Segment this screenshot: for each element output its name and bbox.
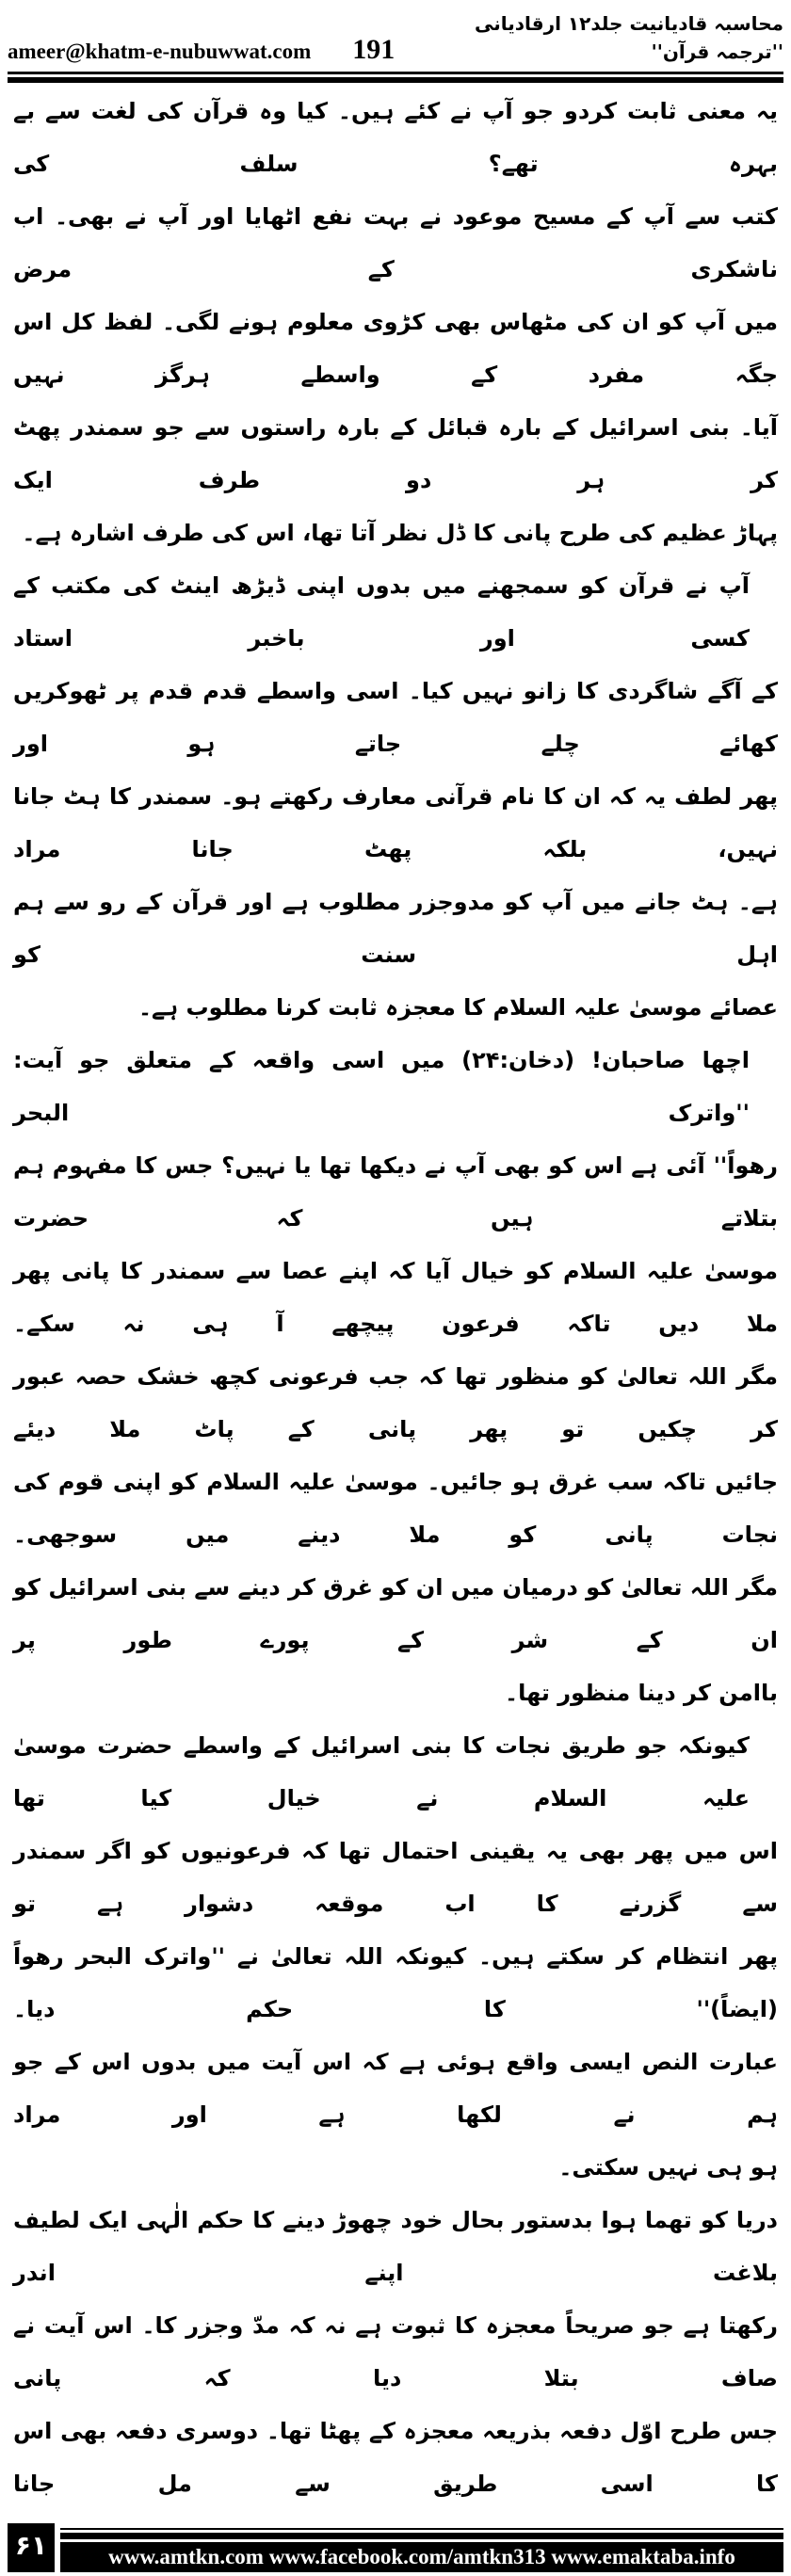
text-line: پھر لطف یہ کہ ان کا نام قرآنی معارف رکھتے ہو۔ سمندر کا ہٹ جانا نہیں، بلکہ پھٹ جانا مراد — [13, 783, 778, 862]
text-line: پہاڑ عظیم کی طرح پانی کا ڈل نظر آتا تھا، اس کی طرف اشارہ ہے۔ — [22, 520, 778, 546]
header-title: محاسبہ قادیانیت جلد۱۲ ارقادیانی ''ترجمہ قرآن'' — [474, 12, 783, 63]
text-line: دریا کو تھما ہوا بدستور بحال خود چھوڑ دینے کا حکم الٰہی ایک لطیف بلاغت اپنے اندر — [13, 2207, 778, 2286]
footer-rule-thin — [60, 2528, 783, 2530]
text-line: ہے۔ ہٹ جانے میں آپ کو مدوجزر مطلوب ہے اور قرآن کے رو سے ہم اہل سنت کو — [13, 889, 778, 968]
text-line: رکھتا ہے جو صریحاً معجزہ کا ثبوت ہے نہ کہ مدّ وجزر کا۔ اس آیت نے صاف بتلا دیا کہ پانی — [13, 2312, 778, 2391]
header-rule-thin — [8, 72, 783, 74]
text-line: اس میں پھر بھی یہ یقینی احتمال تھا کہ فرعونیوں کو اگر سمندر سے گزرنے کا اب موقعہ دشوار ہے تو — [13, 1838, 778, 1917]
body-text — [8, 85, 783, 2510]
text-line: باامن کر دینا منظور تھا۔ — [505, 1680, 778, 1706]
text-line: میں آپ کو ان کی مٹھاس بھی کڑوی معلوم ہونے لگی۔ لفظ کل اس جگہ مفرد کے واسطے ہرگز نہیں — [13, 309, 778, 388]
text-line: عصائے موسیٰ علیہ السلام کا معجزہ ثابت کرنا مطلوب ہے۔ — [137, 994, 778, 1021]
text-line: اچھا صاحبان! (دخان:۲۴) میں اسی واقعہ کے متعلق جو آیت: ''واترک البحر — [13, 1047, 750, 1126]
text-line: آیا۔ بنی اسرائیل کے بارہ قبائل کے بارہ راستوں سے جو سمندر پھٹ کر ہر دو طرف ایک — [13, 414, 778, 493]
header-email: ameer@khatm-e-nubuwwat.com — [8, 40, 312, 63]
page-footer — [8, 2523, 783, 2572]
text-line: موسیٰ علیہ السلام کو خیال آیا کہ اپنے عصا سے سمندر کا پانی پھر ملا دیں تاکہ فرعون پیچھے آ ہی نہ سکے۔ — [13, 1258, 778, 1337]
text-line: ہو ہی نہیں سکتی۔ — [558, 2154, 778, 2181]
text-line: آپ نے قرآن کو سمجھنے میں بدوں اپنی ڈیڑھ اینٹ کی مکتب کے کسی اور باخبر استاد — [13, 572, 750, 652]
footer-links: www.amtkn.com www.facebook.com/amtkn313 www.emaktaba.info — [60, 2542, 783, 2572]
text-line: کے آگے شاگردی کا زانو نہیں کیا۔ اسی واسطے قدم قدم پر ٹھوکریں کھائے چلے جاتے ہو اور — [13, 678, 778, 757]
header-page-number: 191 — [352, 34, 396, 65]
text-line: مگر اللہ تعالیٰ کو منظور تھا کہ جب فرعونی کچھ خشک حصہ عبور کر چکیں تو پھر پانی کے پاٹ ملا دیئے — [13, 1363, 778, 1442]
text-line: کتب سے آپ کے مسیح موعود نے بہت نفع اٹھایا اور آپ نے بھی۔ اب ناشکری کے مرض — [13, 203, 778, 282]
text-line: رھواً'' آئی ہے اس کو بھی آپ نے دیکھا تھا یا نہیں؟ جس کا مفہوم ہم بتلاتے ہیں کہ حضرت — [13, 1152, 778, 1232]
text-line: جس طرح اوّل دفعہ بذریعہ معجزہ کے پھٹا تھا۔ دوسری دفعہ بھی اس کا اسی طریق سے مل جانا — [13, 2418, 778, 2497]
text-line: عبارت النص ایسی واقع ہوئی ہے کہ اس آیت میں بدوں اس کے جو ہم نے لکھا ہے اور مراد — [13, 2049, 778, 2128]
text-line: یہ معنی ثابت کردو جو آپ نے کئے ہیں۔ کیا وہ قرآن کی لغت سے بے بہرہ تھے؟ سلف کی — [13, 98, 778, 177]
page-header — [8, 9, 783, 66]
footer-page-number: ۶۱ — [8, 2523, 55, 2572]
text-line: پھر انتظام کر سکتے ہیں۔ کیونکہ اللہ تعالیٰ نے ''واترک البحر رھواً (ایضاً)'' کا حکم دیا۔ — [13, 1943, 778, 2022]
text-line: کیونکہ جو طریق نجات کا بنی اسرائیل کے واسطے حضرت موسیٰ علیہ السلام نے خیال کیا تھا — [13, 1732, 750, 1811]
text-line: مگر اللہ تعالیٰ کو درمیان میں ان کو غرق کر دینے سے بنی اسرائیل کو ان کے شر کے پورے طور پر — [13, 1574, 778, 1653]
footer-right — [60, 2523, 783, 2572]
text-line: جائیں تاکہ سب غرق ہو جائیں۔ موسیٰ علیہ السلام کو اپنی قوم کی نجات پانی کو ملا دینے میں سوجھی۔ — [13, 1469, 778, 1548]
footer-rule-thick — [60, 2533, 783, 2539]
header-rule-thick — [8, 77, 783, 83]
